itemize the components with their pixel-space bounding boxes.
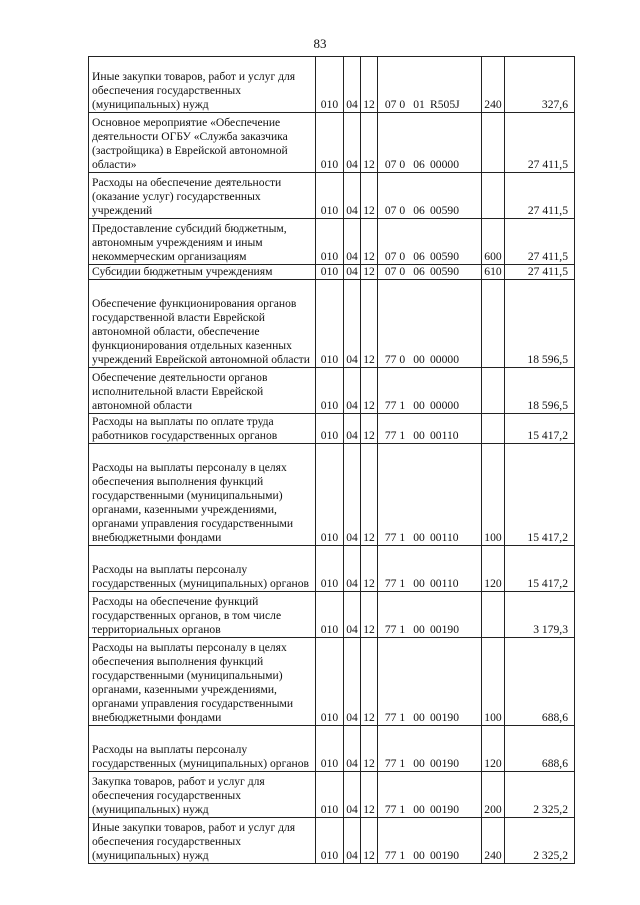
row-section-code: 04: [344, 772, 361, 818]
table-row: [89, 818, 575, 864]
row-amount: 688,6: [505, 726, 575, 772]
row-kind-code: 100: [482, 638, 505, 726]
row-subsection-code: 12: [361, 592, 378, 638]
target-code-part: 77 1: [384, 577, 406, 590]
target-code-part: 77 1: [384, 849, 406, 862]
target-code-part: 77 1: [384, 711, 406, 724]
row-subsection-code: 12: [361, 726, 378, 772]
row-amount: 27 411,5: [505, 265, 575, 280]
target-code-part: 00590: [430, 265, 459, 278]
row-amount: 27 411,5: [505, 173, 575, 219]
row-target-code: [378, 726, 482, 772]
target-code-part: 77 1: [384, 429, 406, 442]
target-code-part: 00190: [430, 623, 459, 636]
row-subsection-code: 12: [361, 280, 378, 368]
target-code-part: 00190: [430, 849, 459, 862]
row-admin-code: 010: [316, 638, 344, 726]
table-row: [89, 265, 575, 280]
target-code-part: 77 0: [384, 353, 406, 366]
target-code-part: 00: [413, 757, 425, 770]
target-code-part: 00190: [430, 757, 459, 770]
row-section-code: 04: [344, 592, 361, 638]
table-row: [89, 368, 575, 414]
target-code-part: 00: [413, 849, 425, 862]
row-amount: 327,6: [505, 57, 575, 113]
target-code-part: 00110: [430, 531, 459, 544]
row-admin-code: 010: [316, 173, 344, 219]
row-subsection-code: 12: [361, 772, 378, 818]
target-code-part: 06: [413, 204, 425, 217]
row-name: Обеспечение деятельности органов исполнительной власти Еврейской автономной области: [89, 368, 316, 414]
table-row: [89, 772, 575, 818]
target-code-part: 00: [413, 623, 425, 636]
row-subsection-code: 12: [361, 113, 378, 173]
row-kind-code: 240: [482, 57, 505, 113]
row-section-code: 04: [344, 726, 361, 772]
row-name: Основное мероприятие «Обеспечение деятельности ОГБУ «Служба заказчика (застройщика) в Еврейской автономной области»: [89, 113, 316, 173]
row-amount: 2 325,2: [505, 818, 575, 864]
budget-table: [88, 56, 575, 864]
row-kind-code: [482, 113, 505, 173]
row-admin-code: 010: [316, 57, 344, 113]
table-row: [89, 57, 575, 113]
target-code-part: 00190: [430, 803, 459, 816]
row-subsection-code: 12: [361, 57, 378, 113]
row-target-code: [378, 280, 482, 368]
target-code-part: 07 0: [384, 204, 406, 217]
target-code-part: 77 1: [384, 623, 406, 636]
row-amount: 27 411,5: [505, 113, 575, 173]
target-code-part: 00: [413, 577, 425, 590]
target-code-part: 00190: [430, 711, 459, 724]
table-row: [89, 726, 575, 772]
row-amount: 15 417,2: [505, 444, 575, 546]
row-kind-code: 120: [482, 546, 505, 592]
row-section-code: 04: [344, 368, 361, 414]
row-name: Иные закупки товаров, работ и услуг для обеспечения государственных (муниципальных) нужд: [89, 57, 316, 113]
row-name: Предоставление субсидий бюджетным, автономным учреждениям и иным некоммерческим организациям: [89, 219, 316, 265]
target-code-part: 00000: [430, 353, 459, 366]
row-name: Расходы на обеспечение функций государственных органов, в том числе территориальных органов: [89, 592, 316, 638]
row-amount: 15 417,2: [505, 546, 575, 592]
table-row: [89, 219, 575, 265]
row-subsection-code: 12: [361, 414, 378, 444]
row-kind-code: 240: [482, 818, 505, 864]
row-target-code: [378, 592, 482, 638]
row-subsection-code: 12: [361, 444, 378, 546]
row-kind-code: 100: [482, 444, 505, 546]
row-admin-code: 010: [316, 414, 344, 444]
row-admin-code: 010: [316, 219, 344, 265]
row-admin-code: 010: [316, 444, 344, 546]
row-section-code: 04: [344, 173, 361, 219]
row-section-code: 04: [344, 414, 361, 444]
row-section-code: 04: [344, 818, 361, 864]
row-kind-code: 600: [482, 219, 505, 265]
target-code-part: 00: [413, 803, 425, 816]
target-code-part: R505J: [430, 98, 460, 111]
row-name: Расходы на выплаты персоналу в целях обеспечения выполнения функций государственными (муниципальными) органами, казенными учреждениями, органами управления государственными внебюджетными фондами: [89, 444, 316, 546]
row-target-code: [378, 772, 482, 818]
row-kind-code: [482, 173, 505, 219]
row-admin-code: 010: [316, 113, 344, 173]
row-name: Расходы на выплаты персоналу в целях обеспечения выполнения функций государственными (муниципальными) органами, казенными учреждениями, органами управления государственными внебюджетными фондами: [89, 638, 316, 726]
row-admin-code: 010: [316, 280, 344, 368]
row-section-code: 04: [344, 219, 361, 265]
table-body: [89, 57, 575, 864]
row-name: Расходы на выплаты персоналу государственных (муниципальных) органов: [89, 546, 316, 592]
row-target-code: [378, 444, 482, 546]
row-target-code: [378, 265, 482, 280]
row-name: Закупка товаров, работ и услуг для обеспечения государственных (муниципальных) нужд: [89, 772, 316, 818]
target-code-part: 00: [413, 711, 425, 724]
row-amount: 27 411,5: [505, 219, 575, 265]
row-subsection-code: 12: [361, 219, 378, 265]
target-code-part: 00000: [430, 399, 459, 412]
target-code-part: 06: [413, 158, 425, 171]
row-name: Иные закупки товаров, работ и услуг для обеспечения государственных (муниципальных) нужд: [89, 818, 316, 864]
target-code-part: 06: [413, 265, 425, 278]
target-code-part: 00590: [430, 250, 459, 263]
row-target-code: [378, 173, 482, 219]
target-code-part: 07 0: [384, 265, 406, 278]
row-admin-code: 010: [316, 818, 344, 864]
target-code-part: 00590: [430, 204, 459, 217]
row-name: Расходы на выплаты по оплате труда работников государственных органов: [89, 414, 316, 444]
target-code-part: 00110: [430, 429, 459, 442]
row-subsection-code: 12: [361, 173, 378, 219]
row-subsection-code: 12: [361, 368, 378, 414]
target-code-part: 00: [413, 399, 425, 412]
target-code-part: 77 1: [384, 757, 406, 770]
row-subsection-code: 12: [361, 818, 378, 864]
row-section-code: 04: [344, 280, 361, 368]
target-code-part: 07 0: [384, 250, 406, 263]
row-kind-code: 200: [482, 772, 505, 818]
row-kind-code: [482, 368, 505, 414]
row-name: Субсидии бюджетным учреждениям: [89, 265, 316, 280]
row-target-code: [378, 219, 482, 265]
target-code-part: 07 0: [384, 158, 406, 171]
row-amount: 18 596,5: [505, 368, 575, 414]
table-row: [89, 546, 575, 592]
target-code-part: 00: [413, 353, 425, 366]
row-section-code: 04: [344, 265, 361, 280]
row-amount: 15 417,2: [505, 414, 575, 444]
table-row: [89, 592, 575, 638]
row-target-code: [378, 638, 482, 726]
row-admin-code: 010: [316, 726, 344, 772]
table-row: [89, 280, 575, 368]
row-kind-code: [482, 280, 505, 368]
row-admin-code: 010: [316, 368, 344, 414]
row-target-code: [378, 57, 482, 113]
row-subsection-code: 12: [361, 265, 378, 280]
row-admin-code: 010: [316, 772, 344, 818]
row-kind-code: 120: [482, 726, 505, 772]
row-kind-code: [482, 592, 505, 638]
row-section-code: 04: [344, 638, 361, 726]
row-kind-code: 610: [482, 265, 505, 280]
table-row: [89, 173, 575, 219]
row-target-code: [378, 113, 482, 173]
row-target-code: [378, 414, 482, 444]
row-admin-code: 010: [316, 546, 344, 592]
row-name: Расходы на обеспечение деятельности (оказание услуг) государственных учреждений: [89, 173, 316, 219]
row-amount: 3 179,3: [505, 592, 575, 638]
table-row: [89, 444, 575, 546]
target-code-part: 07 0: [384, 98, 406, 111]
target-code-part: 00: [413, 429, 425, 442]
row-target-code: [378, 546, 482, 592]
target-code-part: 00000: [430, 158, 459, 171]
row-name: Обеспечение функционирования органов государственной власти Еврейской автономной области, обеспечение функционирования отдельных казенных учреждений Еврейской автономной области: [89, 280, 316, 368]
row-section-code: 04: [344, 546, 361, 592]
target-code-part: 00110: [430, 577, 459, 590]
row-amount: 18 596,5: [505, 280, 575, 368]
target-code-part: 77 1: [384, 803, 406, 816]
row-target-code: [378, 818, 482, 864]
target-code-part: 00: [413, 531, 425, 544]
row-section-code: 04: [344, 57, 361, 113]
row-admin-code: 010: [316, 592, 344, 638]
row-subsection-code: 12: [361, 546, 378, 592]
row-subsection-code: 12: [361, 638, 378, 726]
row-amount: 688,6: [505, 638, 575, 726]
page-number: 83: [313, 36, 327, 51]
row-name: Расходы на выплаты персоналу государственных (муниципальных) органов: [89, 726, 316, 772]
target-code-part: 77 1: [384, 399, 406, 412]
row-kind-code: [482, 414, 505, 444]
row-section-code: 04: [344, 444, 361, 546]
table-row: [89, 414, 575, 444]
table-row: [89, 638, 575, 726]
row-admin-code: 010: [316, 265, 344, 280]
table-row: [89, 113, 575, 173]
target-code-part: 06: [413, 250, 425, 263]
row-section-code: 04: [344, 113, 361, 173]
row-amount: 2 325,2: [505, 772, 575, 818]
target-code-part: 01: [413, 98, 425, 111]
row-target-code: [378, 368, 482, 414]
target-code-part: 77 1: [384, 531, 406, 544]
